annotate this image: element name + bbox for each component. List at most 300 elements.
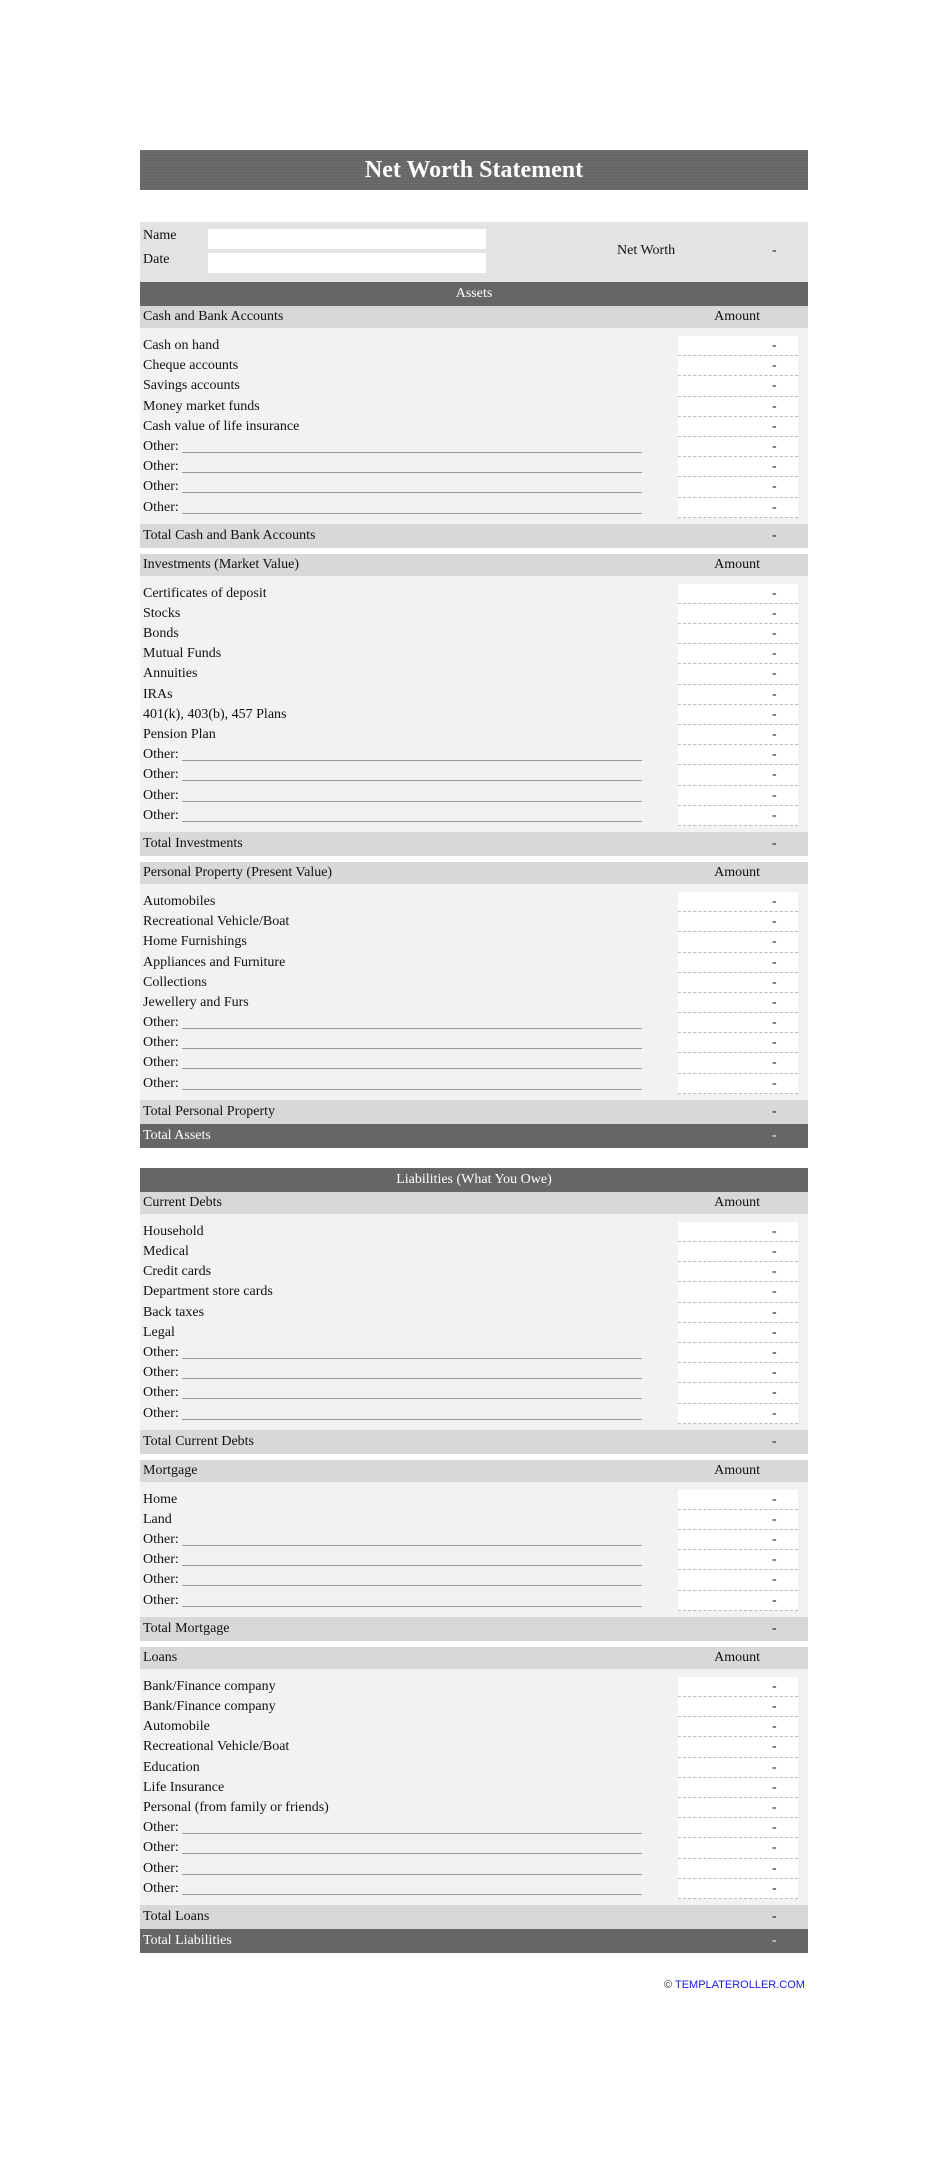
other-description-field[interactable] <box>182 1028 642 1029</box>
line-item-row <box>140 1323 808 1343</box>
amount-value: - <box>772 1491 777 1507</box>
amount-input[interactable] <box>678 1490 798 1510</box>
line-item-row <box>140 912 808 932</box>
amount-input[interactable] <box>678 1404 798 1424</box>
line-item-row <box>140 1510 808 1530</box>
section-total <box>140 1100 808 1124</box>
line-item-label: IRAs <box>143 686 173 702</box>
amount-column-label: Amount <box>714 1649 760 1665</box>
line-item-row <box>140 806 808 826</box>
line-item-row <box>140 1074 808 1094</box>
grand-total-value: - <box>772 1127 777 1143</box>
section-rows <box>140 1482 808 1617</box>
line-item-row <box>140 932 808 952</box>
grand-total-label: Total Assets <box>143 1127 211 1143</box>
line-item-row <box>140 1570 808 1590</box>
amount-input[interactable] <box>678 498 798 518</box>
section-total-label: Total Current Debts <box>143 1433 254 1449</box>
section-header <box>140 554 808 576</box>
amount-input[interactable] <box>678 1363 798 1383</box>
line-item-label: Home Furnishings <box>143 934 247 950</box>
line-item-row <box>140 1838 808 1858</box>
amount-input[interactable] <box>678 1737 798 1757</box>
amount-value: - <box>772 1015 777 1031</box>
line-item-row <box>140 973 808 993</box>
line-item-label: Automobile <box>143 1719 210 1735</box>
section-total <box>140 1430 808 1454</box>
amount-value: - <box>772 1719 777 1735</box>
page-title: Net Worth Statement <box>140 150 808 190</box>
line-item-label: Other: <box>143 1055 179 1071</box>
amount-input[interactable] <box>678 1879 798 1899</box>
amount-input[interactable] <box>678 1697 798 1717</box>
liabilities-section <box>140 1168 808 1953</box>
line-item-row <box>140 1262 808 1282</box>
amount-column-label: Amount <box>714 309 760 324</box>
amount-column-label: Amount <box>714 1194 760 1210</box>
line-item-row <box>140 1697 808 1717</box>
line-item-label: Mutual Funds <box>143 646 222 662</box>
amount-value: - <box>772 914 777 930</box>
amount-value: - <box>772 767 777 783</box>
amount-value: - <box>772 1799 777 1815</box>
amount-value: - <box>772 1223 777 1239</box>
amount-input[interactable] <box>678 644 798 664</box>
assets-header: Assets <box>140 282 808 306</box>
grand-total <box>140 1124 808 1148</box>
line-item-label: Cash value of life insurance <box>143 418 300 434</box>
amount-value: - <box>772 1035 777 1051</box>
amount-value: - <box>772 499 777 515</box>
amount-column-label: Amount <box>714 1462 760 1478</box>
amount-value: - <box>772 338 777 353</box>
line-item-row <box>140 624 808 644</box>
line-item-row <box>140 1717 808 1737</box>
section-total-value: - <box>772 835 777 851</box>
line-item-row <box>140 1363 808 1383</box>
net-worth-statement <box>140 150 808 1953</box>
amount-value: - <box>772 1699 777 1714</box>
amount-value: - <box>772 893 777 909</box>
amount-value: - <box>772 438 777 454</box>
amount-input[interactable] <box>678 1343 798 1363</box>
amount-input[interactable] <box>678 993 798 1013</box>
amount-value: - <box>772 479 777 495</box>
line-item-label: Home <box>143 1491 178 1507</box>
line-item-row <box>140 477 808 497</box>
line-item-row <box>140 336 808 356</box>
line-item-row <box>140 1859 808 1879</box>
line-item-label: Education <box>143 1759 200 1775</box>
name-label: Name <box>143 228 177 243</box>
amount-input[interactable] <box>678 1778 798 1798</box>
line-item-label: Other: <box>143 807 179 823</box>
amount-value: - <box>772 1055 777 1071</box>
line-item-row <box>140 1343 808 1363</box>
line-item-row <box>140 993 808 1013</box>
other-description-field[interactable] <box>182 1358 642 1359</box>
amount-value: - <box>772 1344 777 1360</box>
amount-input[interactable] <box>678 806 798 826</box>
amount-input[interactable] <box>678 457 798 477</box>
amount-input[interactable] <box>678 397 798 417</box>
section-header <box>140 1460 808 1482</box>
amount-input[interactable] <box>678 604 798 624</box>
line-item-label: Land <box>143 1511 172 1527</box>
amount-input[interactable] <box>678 1013 798 1033</box>
section-total-value: - <box>772 1908 777 1924</box>
amount-value: - <box>772 1385 777 1401</box>
line-item-label: Credit cards <box>143 1264 212 1280</box>
section-total <box>140 524 808 548</box>
amount-input[interactable] <box>678 664 798 684</box>
copyright-symbol: © <box>664 1979 673 1991</box>
other-description-field[interactable] <box>182 472 642 473</box>
line-item-row <box>140 725 808 745</box>
line-item-label: Other: <box>143 438 179 454</box>
other-description-field[interactable] <box>182 492 642 493</box>
name-field[interactable] <box>208 229 486 249</box>
amount-input[interactable] <box>678 892 798 912</box>
line-item-row <box>140 1404 808 1424</box>
other-description-field[interactable] <box>182 1853 642 1854</box>
date-label: Date <box>143 252 170 267</box>
line-item-row <box>140 1242 808 1262</box>
amount-input[interactable] <box>678 1818 798 1838</box>
liabilities-header: Liabilities (What You Owe) <box>140 1168 808 1192</box>
amount-value: - <box>772 1759 777 1775</box>
amount-value: - <box>772 1264 777 1280</box>
section-title: Current Debts <box>143 1194 222 1210</box>
amount-value: - <box>772 727 777 742</box>
line-item-label: Jewellery and Furs <box>143 994 249 1010</box>
other-description-field[interactable] <box>182 780 642 781</box>
amount-value: - <box>772 1779 777 1795</box>
assets-section <box>140 282 808 1148</box>
amount-column-label: Amount <box>714 864 760 880</box>
line-item-row <box>140 498 808 518</box>
line-item-row <box>140 1818 808 1838</box>
section-header <box>140 862 808 884</box>
amount-value: - <box>772 1324 777 1340</box>
amount-input[interactable] <box>678 685 798 705</box>
line-item-label: Stocks <box>143 605 181 621</box>
line-item-label: Other: <box>143 1015 179 1031</box>
amount-input[interactable] <box>678 1838 798 1858</box>
grand-total-value: - <box>772 1932 777 1948</box>
amount-value: - <box>772 954 777 970</box>
line-item-label: Other: <box>143 787 179 803</box>
line-item-label: Back taxes <box>143 1304 205 1320</box>
line-item-row <box>140 745 808 765</box>
other-description-field[interactable] <box>182 1833 642 1834</box>
section-title: Investments (Market Value) <box>143 556 300 572</box>
amount-input[interactable] <box>678 1530 798 1550</box>
amount-value: - <box>772 1405 777 1421</box>
grand-total-label: Total Liabilities <box>143 1932 232 1948</box>
amount-value: - <box>772 1552 777 1568</box>
line-item-row <box>140 1222 808 1242</box>
line-item-label: Bank/Finance company <box>143 1699 276 1714</box>
section-total-value: - <box>772 1103 777 1119</box>
amount-input[interactable] <box>678 477 798 497</box>
line-item-row <box>140 1282 808 1302</box>
section-total-label: Total Investments <box>143 835 243 851</box>
line-item-label: Pension Plan <box>143 727 216 742</box>
amount-value: - <box>772 787 777 803</box>
line-item-row <box>140 1053 808 1073</box>
section-total-label: Total Loans <box>143 1908 210 1924</box>
amount-input[interactable] <box>678 437 798 457</box>
amount-value: - <box>772 706 777 722</box>
net-worth-label: Net Worth <box>617 243 676 258</box>
amount-input[interactable] <box>678 705 798 725</box>
amount-input[interactable] <box>678 786 798 806</box>
section-rows <box>140 1214 808 1430</box>
amount-input[interactable] <box>678 912 798 932</box>
line-item-row <box>140 1033 808 1053</box>
amount-value: - <box>772 358 777 374</box>
line-item-label: Bank/Finance company <box>143 1678 276 1694</box>
line-item-label: Cash on hand <box>143 338 220 353</box>
grand-total <box>140 1929 808 1953</box>
amount-input[interactable] <box>678 1262 798 1282</box>
line-item-label: Other: <box>143 1365 179 1381</box>
amount-value: - <box>772 418 777 434</box>
line-item-label: Other: <box>143 1385 179 1401</box>
line-item-row <box>140 417 808 437</box>
amount-value: - <box>772 605 777 621</box>
amount-input[interactable] <box>678 376 798 396</box>
line-item-row <box>140 1758 808 1778</box>
line-item-label: Appliances and Furniture <box>143 954 286 970</box>
line-item-label: Other: <box>143 1532 179 1548</box>
line-item-label: Automobiles <box>143 893 216 909</box>
section-total <box>140 1905 808 1929</box>
amount-input[interactable] <box>678 356 798 376</box>
other-description-field[interactable] <box>182 1874 642 1875</box>
amount-input[interactable] <box>678 1383 798 1403</box>
line-item-label: Recreational Vehicle/Boat <box>143 1739 290 1755</box>
line-item-label: Other: <box>143 1592 179 1608</box>
line-item-row <box>140 584 808 604</box>
info-block <box>140 222 808 282</box>
amount-input[interactable] <box>678 1510 798 1530</box>
line-item-label: Certificates of deposit <box>143 585 267 601</box>
section-total-label: Total Cash and Bank Accounts <box>143 527 316 543</box>
line-item-row <box>140 892 808 912</box>
amount-input[interactable] <box>678 745 798 765</box>
amount-input[interactable] <box>678 1303 798 1323</box>
line-item-label: Other: <box>143 479 179 495</box>
amount-value: - <box>772 1511 777 1527</box>
amount-input[interactable] <box>678 725 798 745</box>
other-description-field[interactable] <box>182 821 642 822</box>
line-item-label: Other: <box>143 1035 179 1051</box>
line-item-row <box>140 1798 808 1818</box>
line-item-label: Department store cards <box>143 1284 273 1300</box>
line-item-row <box>140 786 808 806</box>
amount-value: - <box>772 1592 777 1608</box>
amount-value: - <box>772 626 777 642</box>
section-title: Mortgage <box>143 1462 198 1478</box>
amount-value: - <box>772 1880 777 1896</box>
line-item-row <box>140 644 808 664</box>
amount-input[interactable] <box>678 1053 798 1073</box>
amount-value: - <box>772 1572 777 1588</box>
line-item-label: Recreational Vehicle/Boat <box>143 914 290 930</box>
line-item-row <box>140 705 808 725</box>
line-item-label: Other: <box>143 1840 179 1856</box>
date-field[interactable] <box>208 253 486 273</box>
line-item-label: Other: <box>143 1405 179 1421</box>
line-item-row <box>140 1879 808 1899</box>
section-header <box>140 1192 808 1214</box>
amount-value: - <box>772 378 777 394</box>
line-item-label: Money market funds <box>143 398 260 414</box>
amount-value: - <box>772 807 777 823</box>
amount-value: - <box>772 1678 777 1694</box>
amount-value: - <box>772 994 777 1010</box>
amount-input[interactable] <box>678 1570 798 1590</box>
templateroller-link[interactable]: TEMPLATEROLLER.COM <box>674 1979 805 1991</box>
line-item-label: Other: <box>143 1552 179 1568</box>
amount-value: - <box>772 974 777 990</box>
line-item-row <box>140 1591 808 1611</box>
line-item-label: Other: <box>143 1820 179 1836</box>
amount-input[interactable] <box>678 765 798 785</box>
line-item-label: Medical <box>143 1244 189 1259</box>
line-item-label: Other: <box>143 1344 179 1360</box>
amount-value: - <box>772 934 777 950</box>
amount-value: - <box>772 646 777 662</box>
section-header <box>140 306 808 328</box>
other-description-field[interactable] <box>182 801 642 802</box>
other-description-field[interactable] <box>182 1419 642 1420</box>
net-worth-value: - <box>772 243 777 258</box>
amount-value: - <box>772 666 777 682</box>
section-total-label: Total Personal Property <box>143 1103 275 1119</box>
amount-value: - <box>772 585 777 601</box>
line-item-row <box>140 685 808 705</box>
line-item-label: Other: <box>143 1075 179 1091</box>
line-item-label: Personal (from family or friends) <box>143 1799 329 1815</box>
other-description-field[interactable] <box>182 513 642 514</box>
amount-input[interactable] <box>678 417 798 437</box>
other-description-field[interactable] <box>182 452 642 453</box>
amount-input[interactable] <box>678 973 798 993</box>
amount-input[interactable] <box>678 1074 798 1094</box>
amount-input[interactable] <box>678 1323 798 1343</box>
line-item-row <box>140 1013 808 1033</box>
amount-input[interactable] <box>678 336 798 356</box>
amount-input[interactable] <box>678 1717 798 1737</box>
amount-input[interactable] <box>678 932 798 952</box>
line-item-row <box>140 376 808 396</box>
line-item-row <box>140 953 808 973</box>
line-item-label: 401(k), 403(b), 457 Plans <box>143 706 287 722</box>
other-description-field[interactable] <box>182 1378 642 1379</box>
line-item-label: Life Insurance <box>143 1779 225 1795</box>
section-header <box>140 1647 808 1669</box>
line-item-label: Other: <box>143 459 179 475</box>
section-rows <box>140 576 808 832</box>
section-total-value: - <box>772 1433 777 1449</box>
amount-input[interactable] <box>678 1798 798 1818</box>
other-description-field[interactable] <box>182 1545 642 1546</box>
footer <box>664 1979 805 1991</box>
amount-value: - <box>772 686 777 702</box>
amount-input[interactable] <box>678 584 798 604</box>
amount-input[interactable] <box>678 624 798 644</box>
line-item-row <box>140 604 808 624</box>
line-item-row <box>140 437 808 457</box>
amount-input[interactable] <box>678 1550 798 1570</box>
amount-input[interactable] <box>678 1282 798 1302</box>
line-item-row <box>140 1550 808 1570</box>
other-description-field[interactable] <box>182 1894 642 1895</box>
line-item-label: Collections <box>143 974 207 990</box>
other-description-field[interactable] <box>182 1565 642 1566</box>
other-description-field[interactable] <box>182 1048 642 1049</box>
other-description-field[interactable] <box>182 1585 642 1586</box>
line-item-row <box>140 1737 808 1757</box>
line-item-label: Other: <box>143 1880 179 1896</box>
amount-value: - <box>772 747 777 763</box>
amount-input[interactable] <box>678 953 798 973</box>
amount-input[interactable] <box>678 1591 798 1611</box>
other-description-field[interactable] <box>182 1398 642 1399</box>
line-item-row <box>140 457 808 477</box>
line-item-row <box>140 765 808 785</box>
line-item-label: Legal <box>143 1324 175 1340</box>
line-item-label: Savings accounts <box>143 378 240 394</box>
section-rows <box>140 1669 808 1905</box>
line-item-row <box>140 664 808 684</box>
line-item-row <box>140 1530 808 1550</box>
other-description-field[interactable] <box>182 1606 642 1607</box>
amount-value: - <box>772 1304 777 1320</box>
line-item-label: Other: <box>143 767 179 783</box>
line-item-label: Bonds <box>143 626 179 642</box>
amount-input[interactable] <box>678 1859 798 1879</box>
line-item-label: Household <box>143 1223 204 1239</box>
amount-input[interactable] <box>678 1222 798 1242</box>
line-item-row <box>140 1383 808 1403</box>
other-description-field[interactable] <box>182 1089 642 1090</box>
line-item-label: Other: <box>143 1572 179 1588</box>
line-item-label: Annuities <box>143 666 198 682</box>
section-title: Cash and Bank Accounts <box>143 309 284 324</box>
amount-value: - <box>772 398 777 414</box>
amount-input[interactable] <box>678 1758 798 1778</box>
line-item-row <box>140 356 808 376</box>
amount-input[interactable] <box>678 1033 798 1053</box>
other-description-field[interactable] <box>182 1068 642 1069</box>
other-description-field[interactable] <box>182 760 642 761</box>
amount-value: - <box>772 1820 777 1836</box>
section-total <box>140 832 808 856</box>
amount-value: - <box>772 1532 777 1548</box>
amount-value: - <box>772 1840 777 1856</box>
line-item-label: Cheque accounts <box>143 358 239 374</box>
section-total-label: Total Mortgage <box>143 1620 230 1636</box>
amount-input[interactable] <box>678 1242 798 1262</box>
line-item-label: Other: <box>143 747 179 763</box>
line-item-row <box>140 397 808 417</box>
amount-input[interactable] <box>678 1677 798 1697</box>
amount-column-label: Amount <box>714 556 760 572</box>
